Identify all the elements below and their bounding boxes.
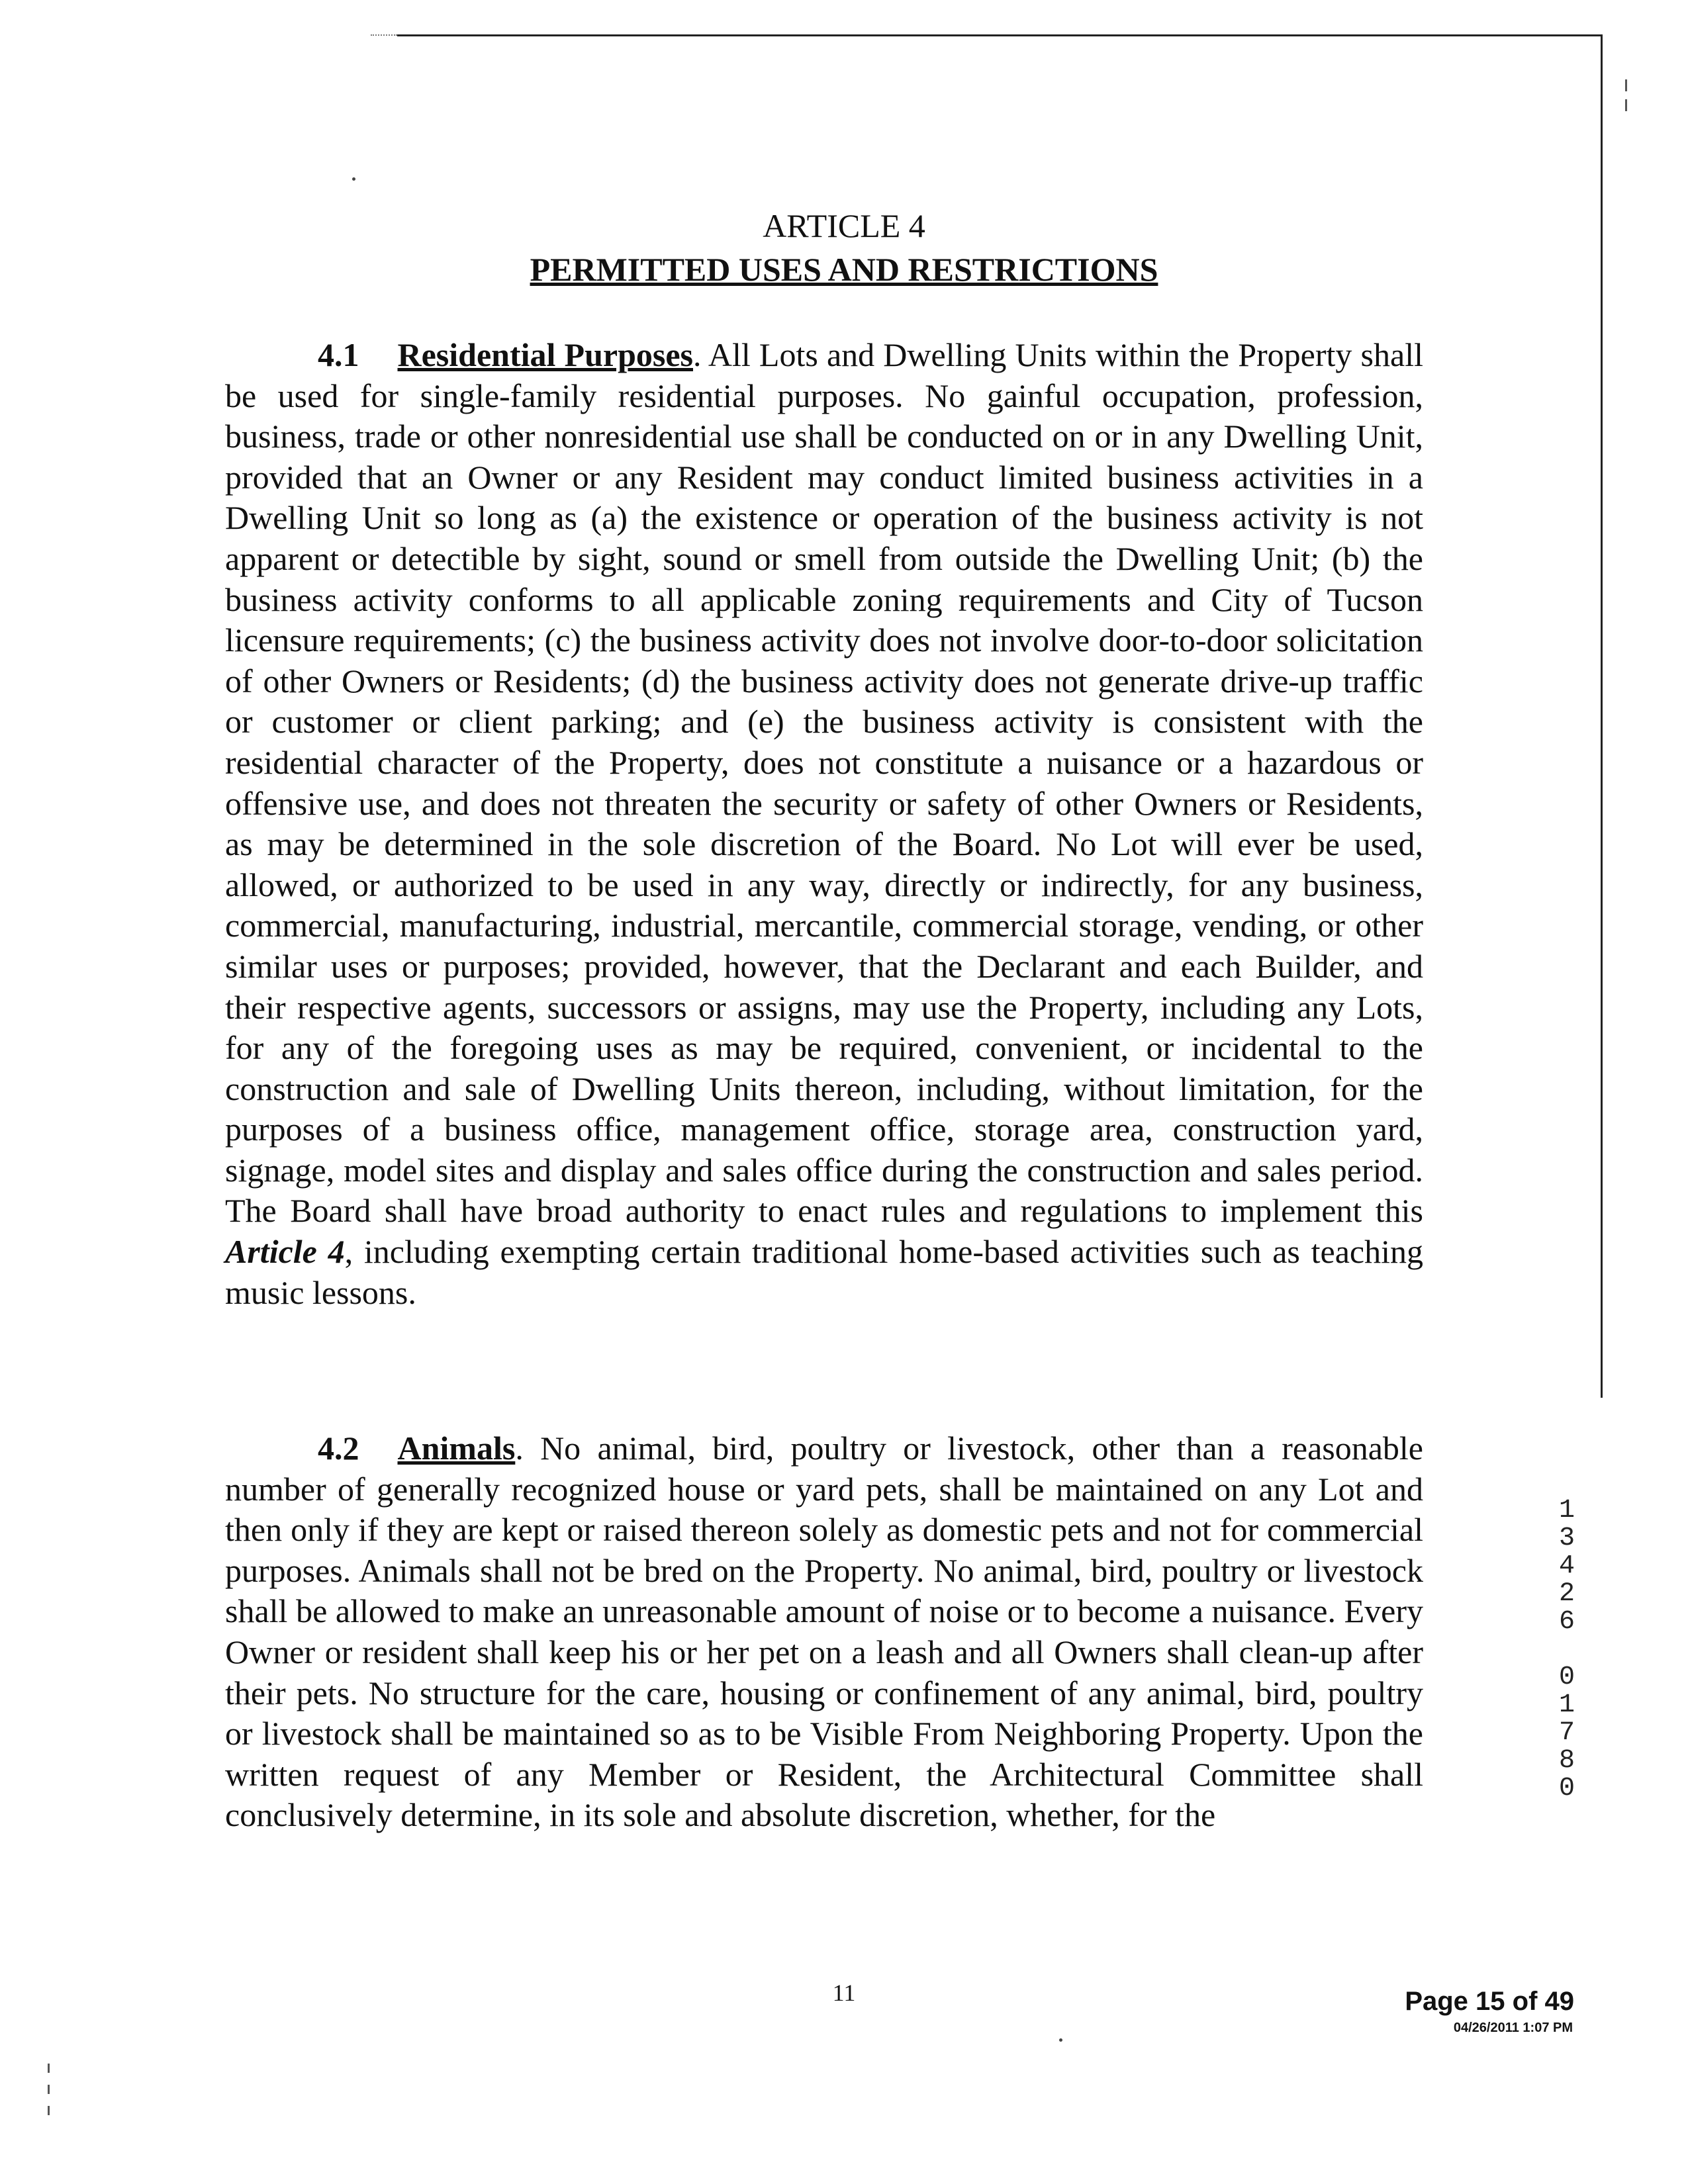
stamp-digit: 6 [1558,1607,1575,1637]
stamp-digit: 1 [1558,1496,1575,1525]
stamp-digit: 4 [1558,1551,1575,1581]
section-number: 4.2 [318,1430,359,1467]
recorded-timestamp: 04/26/2011 1:07 PM [1453,2021,1573,2035]
stamp-digit: 7 [1558,1718,1575,1748]
article-reference: Article 4 [225,1233,345,1271]
scan-speck [352,177,355,181]
margin-mark [1625,99,1627,111]
scan-border-top-dotted [371,34,397,36]
stamp-digit: 0 [1558,1662,1575,1692]
article-title-heading: PERMITTED USES AND RESTRICTIONS [530,251,1158,288]
stamp-digit: 2 [1558,1579,1575,1609]
stamp-digit: 0 [1558,1774,1575,1803]
recording-number-stamp [1552,1497,1581,1803]
scan-border-top [397,34,1602,36]
margin-mark [48,2085,50,2094]
margin-mark [1625,79,1627,91]
recorded-page-label: Page 15 of 49 [1405,1987,1574,2016]
stamp-digit: 1 [1558,1690,1575,1720]
margin-mark [48,2064,50,2073]
page-number: 11 [832,1979,856,2006]
scan-speck [1059,2038,1062,2042]
section-4-1-paragraph [225,335,1423,1313]
section-4-2-paragraph [225,1428,1423,1836]
stamp-digit: 8 [1558,1746,1575,1776]
stamp-digit: 3 [1558,1524,1575,1553]
margin-mark [48,2106,50,2115]
section-title: Animals [397,1430,516,1467]
section-body-text: , including exempting certain traditional home-based activities such as teaching music lessons. [225,1233,1423,1311]
section-number: 4.1 [318,336,359,373]
article-number-heading: ARTICLE 4 [763,207,925,244]
section-body-text: . All Lots and Dwelling Units within the Property shall be used for single-family residential purposes. No gainful occupation, profession, business, trade or other nonresidential use shall be conducted on or in any Dwelling Unit, provided that an Owner or any Resident may conduct limited business activities in a Dwelling Unit so long as (a) the existence or operation of the business activity is not apparent or detectible by sight, sound or smell from outside the Dwelling Unit; (b) the business activity conforms to all applicable zoning requirements and City of Tucson licensure requirements; (c) the business activity does not involve door-to-door solicitation of other Owners or Residents; (d) the business activity does not generate drive-up traffic or customer or client parking; and (e) the business activity is consistent with the residential character of the Property, does not constitute a nuisance or a hazardous or offensive use, and does not threaten the security or safety of other Owners or Residents, as may be determined in the sole discretion of the Board. No Lot will ever be used, allowed, or authorized to be used in any way, directly or indirectly, for any business, commercial, manufacturing, industrial, mercantile, commercial storage, vending, or other similar uses or purposes; provided, however, that the Declarant and each Builder, and their respective agents, successors or assigns, may use the Property, including any Lots, for any of the foregoing uses as may be required, convenient, or incidental to the construction and sale of Dwelling Units thereon, including, without limitation, for the purposes of a business office, management office, storage area, construction yard, signage, model sites and display and sales office during the construction and sales period. The Board shall have broad authority to enact rules and regulations to implement this [225,336,1423,1230]
section-body-text: . No animal, bird, poultry or livestock, other than a reasonable number of generally recognized house or yard pets, shall be maintained on any Lot and then only if they are kept or raised thereon solely as domestic pets and not for commercial purposes. Animals shall not be bred on the Property. No animal, bird, poultry or livestock shall be allowed to make an unreasonable amount of noise or to become a nuisance. Every Owner or resident shall keep his or her pet on a leash and all Owners shall clean-up after their pets. No structure for the care, housing or confinement of any animal, bird, poultry or livestock shall be maintained so as to be Visible From Neighboring Property. Upon the written request of any Member or Resident, the Architectural Committee shall conclusively determine, in its sole and absolute discretion, whether, for the [225,1430,1423,1834]
section-title: Residential Purposes [397,336,693,373]
stamp-digit [1552,1636,1581,1664]
